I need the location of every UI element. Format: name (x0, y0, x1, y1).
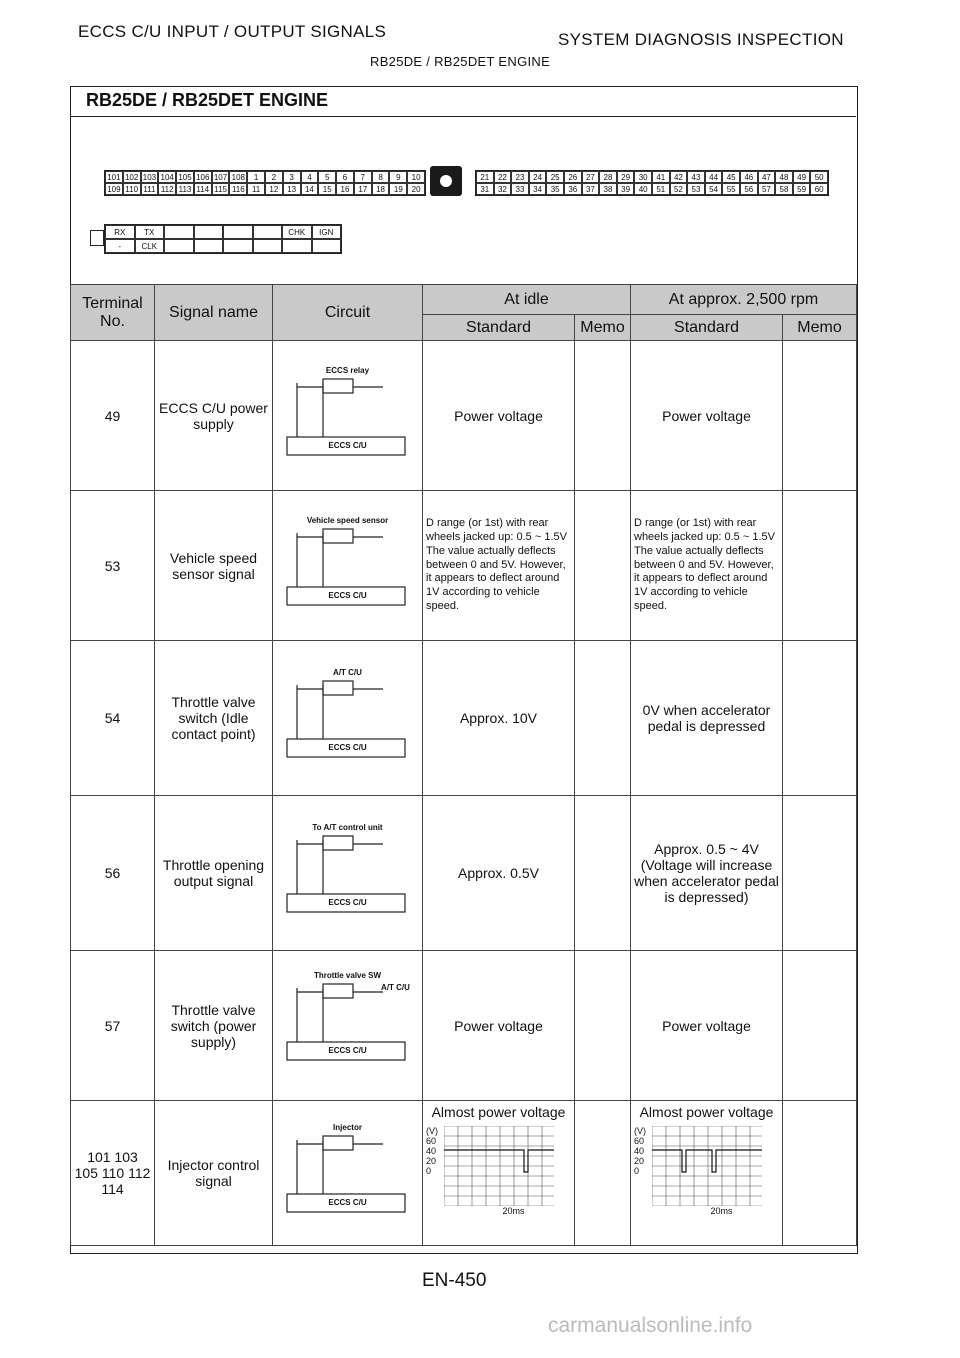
rpm-memo-cell (783, 491, 857, 641)
table-row (71, 641, 857, 796)
header-left: ECCS C/U INPUT / OUTPUT SIGNALS (78, 22, 387, 41)
circuit-cell (273, 641, 423, 796)
col-idle-memo: Memo (575, 315, 631, 341)
connector-pin: 33 (511, 183, 529, 195)
waveform-scale-label: 60 (426, 1136, 437, 1146)
signal-cell: Throttle valve switch (Idle contact point) (155, 641, 273, 796)
waveform-unit: (V) (426, 1126, 438, 1136)
waveform-graph (634, 1126, 779, 1206)
circuit-side-label: A/T C/U (381, 983, 410, 992)
connector-pin: 29 (617, 171, 635, 183)
connector-pin: 113 (176, 183, 194, 195)
connector-pin: 116 (229, 183, 247, 195)
connector-pin: 56 (740, 183, 758, 195)
col-rpm-memo: Memo (783, 315, 857, 341)
connector-pin: IGN (312, 225, 342, 239)
idle-value: Approx. 0.5V (458, 865, 539, 881)
waveform-scale-label: 0 (634, 1166, 640, 1176)
header-right: SYSTEM DIAGNOSIS INSPECTION (558, 30, 844, 49)
rpm-standard-cell (631, 491, 783, 641)
table-row (71, 1101, 857, 1246)
connector-pin: 103 (141, 171, 159, 183)
connector-pin: 36 (564, 183, 582, 195)
connector-pin: 39 (617, 183, 635, 195)
circuit-diagram (283, 823, 413, 923)
rpm-memo-cell (783, 951, 857, 1101)
connector-pin: 26 (564, 171, 582, 183)
engine-title: RB25DE / RB25DET ENGINE (86, 90, 329, 110)
signal-table (70, 284, 856, 1246)
terminal-cell: 49 (71, 341, 155, 491)
waveform-scale-label: 40 (426, 1146, 437, 1156)
connector-pin: 19 (389, 183, 407, 195)
table-row (71, 491, 857, 641)
col-terminal: Terminal No. (71, 285, 155, 341)
circuit-box-label: ECCS C/U (328, 440, 367, 450)
connector-pin: 108 (229, 171, 247, 183)
connector-pin (164, 225, 194, 239)
circuit-top-label: Throttle valve SW (313, 971, 382, 980)
col-rpm-standard: Standard (631, 315, 783, 341)
signal-cell: ECCS C/U power supply (155, 341, 273, 491)
col-signal: Signal name (155, 285, 273, 341)
connector-pin: 23 (511, 171, 529, 183)
connector-pin: 30 (634, 171, 652, 183)
connector-pin: 49 (793, 171, 811, 183)
idle-memo-cell (575, 341, 631, 491)
connector-pin: - (105, 239, 135, 253)
idle-standard-cell (423, 491, 575, 641)
circuit-cell (273, 341, 423, 491)
circuit-diagram (283, 971, 413, 1080)
connector-pin: 111 (141, 183, 159, 195)
connector-pin: RX (105, 225, 135, 239)
connector-pin: CHK (282, 225, 312, 239)
connector-pin: 18 (372, 183, 390, 195)
table-row (71, 796, 857, 951)
idle-memo-cell (575, 641, 631, 796)
table-row (71, 951, 857, 1101)
circuit-top-label: Injector (333, 1123, 362, 1132)
connector-key-icon (430, 166, 462, 196)
connector-pin (253, 225, 283, 239)
idle-value: Almost power voltage (431, 1104, 566, 1120)
connector-pin: 32 (494, 183, 512, 195)
waveform-scale-label: 0 (426, 1166, 432, 1176)
title-divider (70, 116, 856, 117)
rpm-memo-cell (783, 341, 857, 491)
diagnosis-connector (104, 224, 342, 254)
connector-pin: 104 (158, 171, 176, 183)
idle-standard-cell (423, 1101, 575, 1246)
connector-pin (194, 239, 224, 253)
connector-pin: 53 (687, 183, 705, 195)
waveform-unit: (V) (634, 1126, 646, 1136)
rpm-standard-cell (631, 641, 783, 796)
connector-pin: 28 (599, 171, 617, 183)
connector-pin: 27 (582, 171, 600, 183)
connector-pin: 105 (176, 171, 194, 183)
connector-pin: 42 (670, 171, 688, 183)
connector-pin: 58 (775, 183, 793, 195)
idle-memo-cell (575, 951, 631, 1101)
connector-pin (194, 225, 224, 239)
connector-pin: 46 (740, 171, 758, 183)
page-number: EN-450 (422, 1270, 487, 1291)
circuit-diagram (283, 516, 413, 616)
connector-pin: 115 (212, 183, 230, 195)
circuit-top-label: Vehicle speed sensor (306, 515, 389, 525)
connector-pin: 52 (670, 183, 688, 195)
connector-pin: 45 (722, 171, 740, 183)
rpm-value: Power voltage (662, 1017, 751, 1034)
rpm-value: 0V when accelerator pedal is depressed (642, 702, 771, 734)
waveform-plot (652, 1126, 762, 1206)
idle-value: Power voltage (454, 407, 543, 424)
connector-pin: 48 (775, 171, 793, 183)
rpm-memo-cell (783, 1101, 857, 1246)
connector-pin: TX (135, 225, 165, 239)
connector-pin: 114 (194, 183, 212, 195)
circuit-cell (273, 951, 423, 1101)
connector-pin: 47 (758, 171, 776, 183)
rpm-value: Power voltage (662, 407, 751, 424)
connector-pin: 10 (407, 171, 425, 183)
connector-pin: 14 (301, 183, 319, 195)
connector-pin: 17 (354, 183, 372, 195)
circuit-cell (273, 491, 423, 641)
connector-pin: 50 (810, 171, 828, 183)
connector-pin (282, 239, 312, 253)
connector-pin: 60 (810, 183, 828, 195)
connector-pin: 106 (194, 171, 212, 183)
signal-cell: Injector control signal (155, 1101, 273, 1246)
waveform-graph (426, 1126, 571, 1206)
circuit-diagram (283, 366, 413, 466)
connector-left-block (104, 170, 426, 196)
connector-pin: 7 (354, 171, 372, 183)
connector-pin: 16 (336, 183, 354, 195)
connector-pin: 107 (212, 171, 230, 183)
table-row (71, 341, 857, 491)
circuit-cell (273, 1101, 423, 1246)
idle-memo-cell (575, 796, 631, 951)
connector-pin: 21 (476, 171, 494, 183)
terminal-cell: 57 (71, 951, 155, 1101)
connector-pin: 1 (247, 171, 265, 183)
circuit-box-label: ECCS C/U (328, 590, 367, 600)
connector-pin: 112 (158, 183, 176, 195)
connector-pin: 3 (283, 171, 301, 183)
rpm-memo-cell (783, 796, 857, 951)
waveform-time: 20ms (502, 1206, 525, 1216)
connector-pin: 24 (529, 171, 547, 183)
circuit-top-label: To A/T control unit (312, 823, 383, 832)
connector-pin: 11 (247, 183, 265, 195)
signal-cell: Vehicle speed sensor signal (155, 491, 273, 641)
terminal-cell: 54 (71, 641, 155, 796)
connector-pin: 13 (283, 183, 301, 195)
circuit-box-label: ECCS C/U (328, 1046, 367, 1055)
connector-pin: 41 (652, 171, 670, 183)
circuit-diagram (283, 1123, 413, 1223)
connector-pin: 109 (105, 183, 123, 195)
connector-pin: 110 (123, 183, 141, 195)
circuit-top-label: A/T C/U (333, 668, 362, 677)
connector-pin: 44 (705, 171, 723, 183)
connector-pin: 5 (318, 171, 336, 183)
connector-pin: 2 (265, 171, 283, 183)
rpm-value: Approx. 0.5 ~ 4V (Voltage will increase when accelerator pedal is depressed) (634, 841, 779, 905)
col-rpm: At approx. 2,500 rpm (631, 285, 857, 315)
circuit-box-label: ECCS C/U (328, 1198, 367, 1207)
connector-pin: 57 (758, 183, 776, 195)
watermark: carmanualsonline.info (548, 1314, 753, 1337)
rpm-standard-cell (631, 951, 783, 1101)
connector-pin (312, 239, 342, 253)
connector-pin: 31 (476, 183, 494, 195)
idle-value: Approx. 10V (459, 710, 538, 726)
waveform-plot (444, 1126, 554, 1206)
connector-pin: 34 (529, 183, 547, 195)
connector-pin: 35 (546, 183, 564, 195)
circuit-cell (273, 796, 423, 951)
connector-right-block (475, 170, 829, 196)
col-idle: At idle (423, 285, 631, 315)
circuit-top-label: ECCS relay (325, 365, 370, 375)
connector-pin: 101 (105, 171, 123, 183)
connector-pin: 4 (301, 171, 319, 183)
waveform-time: 20ms (710, 1206, 733, 1216)
idle-standard-cell (423, 341, 575, 491)
circuit-diagram (283, 668, 413, 768)
rpm-memo-cell (783, 641, 857, 796)
signal-cell: Throttle opening output signal (155, 796, 273, 951)
waveform-scale-label: 20 (426, 1156, 437, 1166)
rpm-value: Almost power voltage (639, 1104, 774, 1120)
idle-standard-cell (423, 796, 575, 951)
connector-pin: 59 (793, 183, 811, 195)
idle-memo-cell (575, 491, 631, 641)
waveform-scale-label: 20 (634, 1156, 645, 1166)
connector-pin: 22 (494, 171, 512, 183)
connector-pin (164, 239, 194, 253)
idle-memo-cell (575, 1101, 631, 1246)
idle-standard-cell (423, 641, 575, 796)
connector-pin: 51 (652, 183, 670, 195)
connector-pin: 25 (546, 171, 564, 183)
terminal-cell: 53 (71, 491, 155, 641)
rpm-standard-cell (631, 796, 783, 951)
circuit-box-label: ECCS C/U (328, 898, 367, 907)
signal-cell: Throttle valve switch (power supply) (155, 951, 273, 1101)
connector-pin: 8 (372, 171, 390, 183)
connector-pin: 15 (318, 183, 336, 195)
col-idle-standard: Standard (423, 315, 575, 341)
connector-pin: CLK (135, 239, 165, 253)
waveform-scale-label: 60 (634, 1136, 645, 1146)
connector-pin: 43 (687, 171, 705, 183)
diagnosis-connector-tab (90, 230, 104, 246)
idle-standard-cell (423, 951, 575, 1101)
connector-pin: 55 (722, 183, 740, 195)
connector-pin: 9 (389, 171, 407, 183)
idle-value: Power voltage (454, 1017, 543, 1034)
terminal-cell: 101 103 105 110 112 114 (71, 1101, 155, 1246)
connector-pin: 37 (582, 183, 600, 195)
rpm-value: D range (or 1st) with rear wheels jacked up: 0.5 ~ 1.5V The value actually deflects between 0 and 5V. However, it appears to deflect around 1V according to vehicle speed. (634, 517, 775, 612)
idle-value: D range (or 1st) with rear wheels jacked up: 0.5 ~ 1.5V The value actually deflects between 0 and 5V. However, it appears to deflect around 1V according to vehicle speed. (426, 517, 567, 612)
connector-pin: 38 (599, 183, 617, 195)
connector-pin: 12 (265, 183, 283, 195)
connector-pin (253, 239, 283, 253)
connector-pin (223, 239, 253, 253)
terminal-cell: 56 (71, 796, 155, 951)
circuit-box-label: ECCS C/U (328, 743, 367, 752)
connector-pin: 40 (634, 183, 652, 195)
rpm-standard-cell (631, 1101, 783, 1246)
connector-pin: 6 (336, 171, 354, 183)
waveform-scale-label: 40 (634, 1146, 645, 1156)
header-subtitle: RB25DE / RB25DET ENGINE (370, 54, 551, 69)
connector-pin: 102 (123, 171, 141, 183)
rpm-standard-cell (631, 341, 783, 491)
connector-pin: 54 (705, 183, 723, 195)
connector-pin: 20 (407, 183, 425, 195)
connector-pin (223, 225, 253, 239)
col-circuit: Circuit (273, 285, 423, 341)
